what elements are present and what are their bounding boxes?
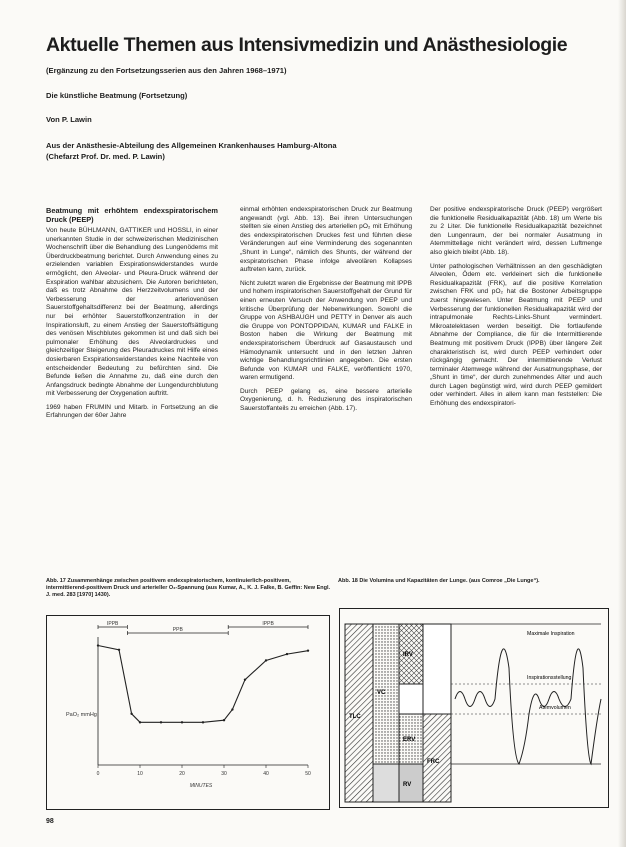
- data-point: [265, 659, 267, 661]
- phase-label: PPB: [172, 627, 183, 633]
- tidal-volume-label: Atemvolumen: [539, 705, 571, 711]
- paragraph: Von heute BÜHLMANN, GATTIKER und HOSSLI, in einer unerkannten Studie in der schweizerischen Medizinischen Wochenschrift über die Behandlung des Lungenödems mit Überdruckbeatmung berichtet. Durch Anwendung eines zu erzielenden variablen Exspirationswiderstandes wurde ermöglicht, den Alveolar- und Pleura-Druck während der Exspiration wahlbar abzusichern. Die Autoren berichteten, daß es trotz Abnahme des Herzzeitvolumens und der Verbesserung der arteriovenösen Sauerstoffgehaltsdifferenz bei der Beatmung, allerdings nur bei erhöhter Sauerstoffkonzentration in der Inspirationsluft, zu einem Anstieg der Sauerstoffsättigung des venösen Mischblutes gekommen ist und daß sich bei pulmonaler Erhöhung des Alveolardruckes und gleichzeitiger Steigerung des Pleuradruckes mit Hilfe eines dosierbaren Exspirationswiderstandes keine Nachteile von entscheidender Bedeutung zu befürchten sind. Die Befunde ließen die Annahme zu, daß eine durch den Anfangsdruck bedingte Abnahme der Lungendurchblutung mit Verbesserung der Oxygenation auftritt.: [46, 227, 218, 398]
- erv-label: ERV: [403, 737, 416, 743]
- data-point: [202, 721, 204, 723]
- series-subtitle: (Ergänzung zu den Fortsetzungsserien aus den Jahren 1968–1971): [46, 66, 287, 75]
- x-tick-label: 30: [221, 771, 227, 777]
- affiliation-line: Aus der Anästhesie-Abteilung des Allgemeinen Krankenhauses Hamburg-Altona: [46, 141, 337, 150]
- insp-position-label: Inspirationsstellung: [527, 675, 572, 681]
- data-point: [97, 644, 99, 646]
- series-points: [97, 644, 309, 723]
- tlc-block: [345, 624, 373, 802]
- figure-17-caption: Abb. 17 Zusammenhänge zwischen positivem endexspiratorischem, kontinuierlich-positivem, intermittierend-positivem Druck und arterieller O₂-Spannung (aus Kumar, A., K. J. Falke, B. Geffin: New Engl. J. med. 283 [1970] 1430).: [46, 578, 331, 598]
- x-axis-label: MINUTES: [189, 783, 213, 789]
- paragraph: 1969 haben FRUMIN und Mitarb. in Fortsetzung an die Erfahrungen der 60er Jahre: [46, 403, 218, 420]
- x-tick-label: 20: [179, 771, 185, 777]
- ic-block: [423, 624, 451, 714]
- author-line: Von P. Lawin: [46, 115, 92, 124]
- section-heading: Beatmung mit erhöhtem endexspiratorischem Druck (PEEP): [46, 206, 218, 224]
- vc-label: VC: [377, 690, 386, 696]
- max-insp-label: Maximale Inspiration: [527, 631, 575, 637]
- phase-bars: [98, 621, 308, 635]
- phase-label: IPPB: [262, 621, 274, 627]
- article-column-1: [46, 206, 218, 426]
- figure-17-chart: [46, 615, 330, 810]
- frc-label: FRC: [427, 759, 440, 765]
- spirogram-trace: [455, 649, 601, 764]
- paragraph: Unter pathologischen Verhältnissen an den geschädigten Alveolen, Ödem etc. verkleinert sich die funktionelle Residualkapazität (FRK), auf die positive Korrelation zwischen FRK und pO₂ hat die Bostoner Arbeitsgruppe zuerst hingewiesen. Unter Beatmung mit PEEP und Verbesserung der funktionellen Residualkapazität wird der intrapulmonale Rechts-Links-Shunt vermindert. Mikroatelektasen werden beseitigt. Die fortlaufende Abnahme der Compliance, die für die Intermittierende Beatmung mit positivem Druck (IPPB) über längere Zeit charakteristisch ist, wird durch PEEP verhindert oder rückgängig gemacht. Der intermittierende Verlust terminaler Atemwege während der Ausatmungsphase, der „Shunt in time“, der durch zunehmendes Alter und auch durch Lagen begünstigt wird, wird durch PEEP gemildert oder verhindert. Alles in allem kann man feststellen: Die Erhöhung des endexspiratori-: [430, 262, 602, 408]
- data-point: [244, 678, 246, 680]
- article-column-2: [240, 206, 412, 419]
- scan-edge-shadow: [618, 0, 626, 847]
- y-axis-label: PaO₂ mmHg: [66, 712, 97, 718]
- irv-label: IRV: [403, 652, 413, 658]
- tidal-block: [399, 684, 423, 714]
- frc-block: [423, 714, 451, 802]
- figure-18-diagram: [339, 608, 609, 808]
- data-point: [231, 708, 233, 710]
- x-tick-label: 0: [96, 771, 100, 777]
- paragraph: Der positive endexspiratorische Druck (PEEP) vergrößert die funktionelle Residualkapazität (Abb. 18) um Werte bis zu 2 Liter. Die funktionelle Residualkapazität bezeichnet den Lungenraum, der bei normaler Ausatmung in Atemmittellage nicht verändert wird, dessen Luftmenge also gleich bleibt (Abb. 18).: [430, 206, 602, 256]
- paragraph: Nicht zuletzt waren die Ergebnisse der Beatmung mit IPPB und hohem inspiratorischen Sauerstoffgehalt der Grund für einen erneuten Versuch der Anwendung von PEEP und kritische Überprüfung der Nebenwirkungen. Sowohl die Gruppe von ASHBAUGH und PETTY in Denver als auch die Gruppe von PONTOPPIDAN, KUMAR und FALKE in Boston haben die Wirkung der Beatmung mit endexspiratorischem Überdruck auf Gasaustausch und Hämodynamik untersucht und in den letzten Jahren wichtige Behandlungsrichtlinien angegeben. Die ersten Befunde von KUMAR und FALKE, veröffentlicht 1970, waren ermutigend.: [240, 279, 412, 382]
- rv-block: [373, 764, 399, 802]
- rv-label: RV: [403, 782, 412, 788]
- tlc-label: TLC: [349, 714, 361, 720]
- data-point: [160, 721, 162, 723]
- page-title: Aktuelle Themen aus Intensivmedizin und Anästhesiologie: [46, 34, 568, 56]
- paragraph: einmal erhöhten endexspiratorischen Druck zur Beatmung angewandt (vgl. Abb. 13). Bei ihren Untersuchungen stellten sie einen Anstieg des arteriellen pO₂ mit Erhöhung des endexspiratorischen Druckes fest und führten diese Veränderungen auf eine Verminderung des sogenannten „Shunt in Lunge“, nämlich des Shunts, der während der exspiratorischen Phase infolge alveolären Kollapses auftreten kann, zurück.: [240, 206, 412, 274]
- data-point: [223, 719, 225, 721]
- data-point: [286, 653, 288, 655]
- topic-line: Die künstliche Beatmung (Fortsetzung): [46, 91, 188, 100]
- data-point: [118, 649, 120, 651]
- affiliation-chief-line: (Chefarzt Prof. Dr. med. P. Lawin): [46, 152, 165, 161]
- page-number: 98: [46, 818, 54, 825]
- phase-label: IPPB: [106, 621, 119, 627]
- x-tick-label: 10: [137, 771, 143, 777]
- data-point: [139, 721, 141, 723]
- x-tick-label: 40: [263, 771, 269, 777]
- article-column-3: [430, 206, 602, 414]
- data-point: [181, 721, 183, 723]
- x-tick-label: 50: [305, 771, 311, 777]
- data-point: [130, 713, 132, 715]
- series-line: [98, 646, 308, 723]
- figure-18-caption: Abb. 18 Die Volumina und Kapazitäten der Lunge. (aus Comroe „Die Lunge“).: [338, 578, 540, 584]
- paragraph: Durch PEEP gelang es, eine bessere arterielle Oxygenierung, d. h. Reduzierung des inspiratorischen Sauerstoffanteils zu erreichen (Abb. 17).: [240, 387, 412, 413]
- x-tick-labels: [97, 765, 311, 777]
- data-point: [307, 649, 309, 651]
